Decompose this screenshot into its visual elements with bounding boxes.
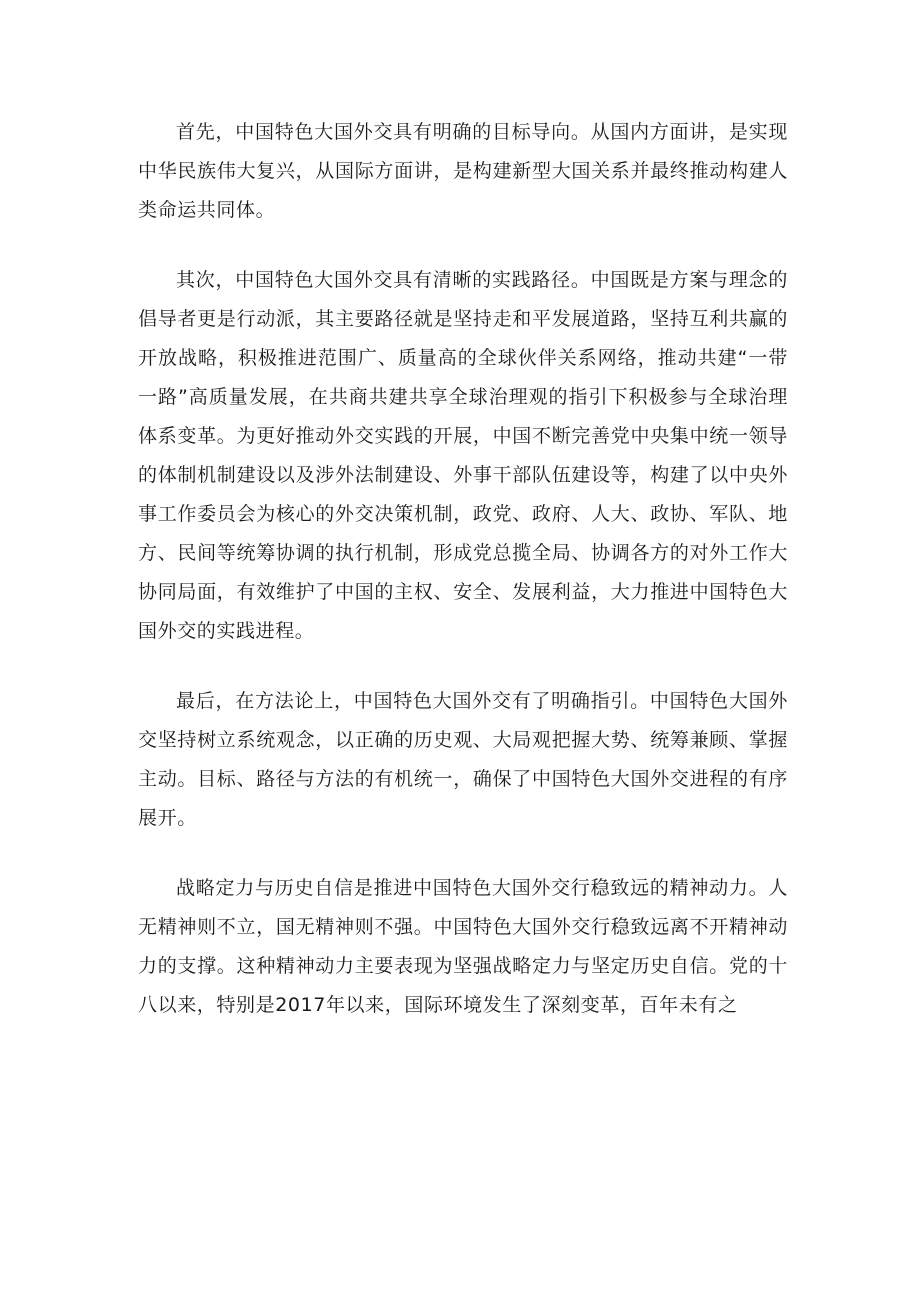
paragraph-spiritual-motivation: 战略定力与历史自信是推进中国特色大国外交行稳致远的精神动力。人无精神则不立，国无精神则不强。中国特色大国外交行稳致远离不开精神动力的支撑。这种精神动力主要表现为坚强战略定力与坚定历史自信。党的十八以来，特别是2017年以来，国际环境发生了深刻变革，百年未有之	[138, 877, 788, 1016]
paragraph-practice-path: 其次，中国特色大国外交具有清晰的实践路径。中国既是方案与理念的倡导者更是行动派，其主要路径就是坚持走和平发展道路，坚持互利共赢的开放战略，积极推进范围广、质量高的全球伙伴关系网络，推动共建“一带一路”高质量发展，在共商共建共享全球治理观的指引下积极参与全球治理体系变革。为更好推动外交实践的开展，中国不断完善党中央集中统一领导的体制机制建设以及涉外法制建设、外事干部队伍建设等，构建了以中央外事工作委员会为核心的外交决策机制，政党、政府、人大、政协、军队、地方、民间等统筹协调的执行机制，形成党总揽全局、协调各方的对外工作大协同局面，有效维护了中国的主权、安全、发展利益，大力推进中国特色大国外交的实践进程。	[138, 269, 788, 642]
document-body	[138, 113, 788, 1056]
paragraph-goal-orientation: 首先，中国特色大国外交具有明确的目标导向。从国内方面讲，是实现中华民族伟大复兴，从国际方面讲，是构建新型大国关系并最终推动构建人类命运共同体。	[138, 121, 788, 221]
paragraph-methodology: 最后，在方法论上，中国特色大国外交有了明确指引。中国特色大国外交坚持树立系统观念，以正确的历史观、大局观把握大势、统筹兼顾、掌握主动。目标、路径与方法的有机统一，确保了中国特色大国外交进程的有序展开。	[138, 690, 788, 829]
